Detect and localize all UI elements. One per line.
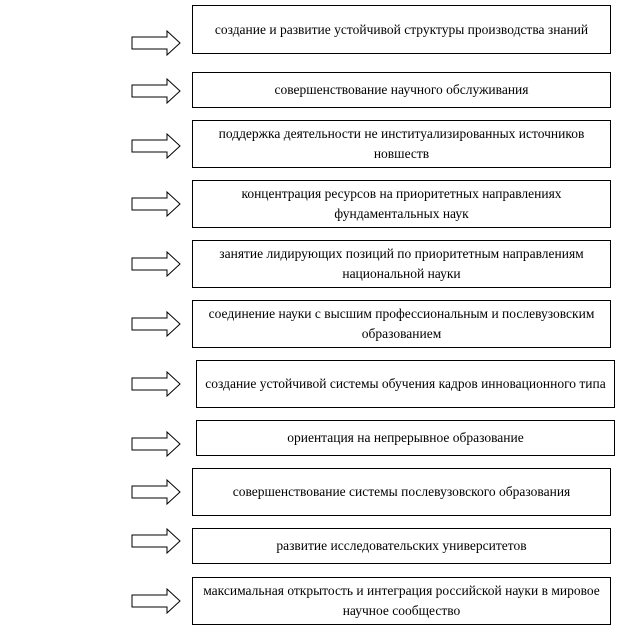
item-box bbox=[192, 72, 611, 108]
right-arrow-icon bbox=[131, 78, 181, 104]
right-arrow-icon bbox=[131, 30, 181, 56]
right-arrow-icon bbox=[131, 371, 181, 397]
right-arrow-icon bbox=[131, 588, 181, 614]
right-arrow-icon bbox=[131, 133, 181, 159]
item-label: создание и развитие устойчивой структуры производства знаний bbox=[214, 21, 589, 37]
right-arrow-icon bbox=[131, 191, 181, 217]
item-box bbox=[192, 240, 611, 288]
item-label: создание устойчивой системы обучения кадров инновационного типа bbox=[205, 376, 606, 391]
item-box bbox=[196, 360, 615, 408]
item-box bbox=[196, 420, 615, 456]
item-label: занятие лидирующих позиций по приоритетным направлениям национальной науки bbox=[219, 246, 584, 281]
item-box bbox=[192, 300, 611, 348]
item-label: поддержка деятельности не институализированных источников новшеств bbox=[218, 126, 585, 161]
right-arrow-icon bbox=[131, 479, 181, 505]
item-label: максимальная открытость и интеграция российской науки в мировое научное сообщество bbox=[203, 583, 600, 618]
item-label: развитие исследовательских университетов bbox=[276, 538, 527, 553]
item-box bbox=[192, 180, 611, 228]
item-label: совершенствование научного обслуживания bbox=[274, 82, 529, 97]
item-label: совершенствование системы послевузовского образования bbox=[232, 484, 571, 499]
item-label: концентрация ресурсов на приоритетных направлениях фундаментальных наук bbox=[241, 186, 562, 221]
right-arrow-icon bbox=[131, 431, 181, 457]
item-label: ориентация на непрерывное образование bbox=[287, 430, 524, 445]
right-arrow-icon bbox=[131, 251, 181, 277]
item-box bbox=[192, 468, 611, 516]
right-arrow-icon bbox=[131, 528, 181, 554]
item-box bbox=[192, 120, 611, 168]
item-box bbox=[192, 5, 611, 54]
item-box bbox=[192, 528, 611, 564]
right-arrow-icon bbox=[131, 311, 181, 337]
item-label: соединение науки с высшим профессиональным и послевузовским образованием bbox=[208, 306, 595, 341]
item-box bbox=[192, 577, 611, 625]
